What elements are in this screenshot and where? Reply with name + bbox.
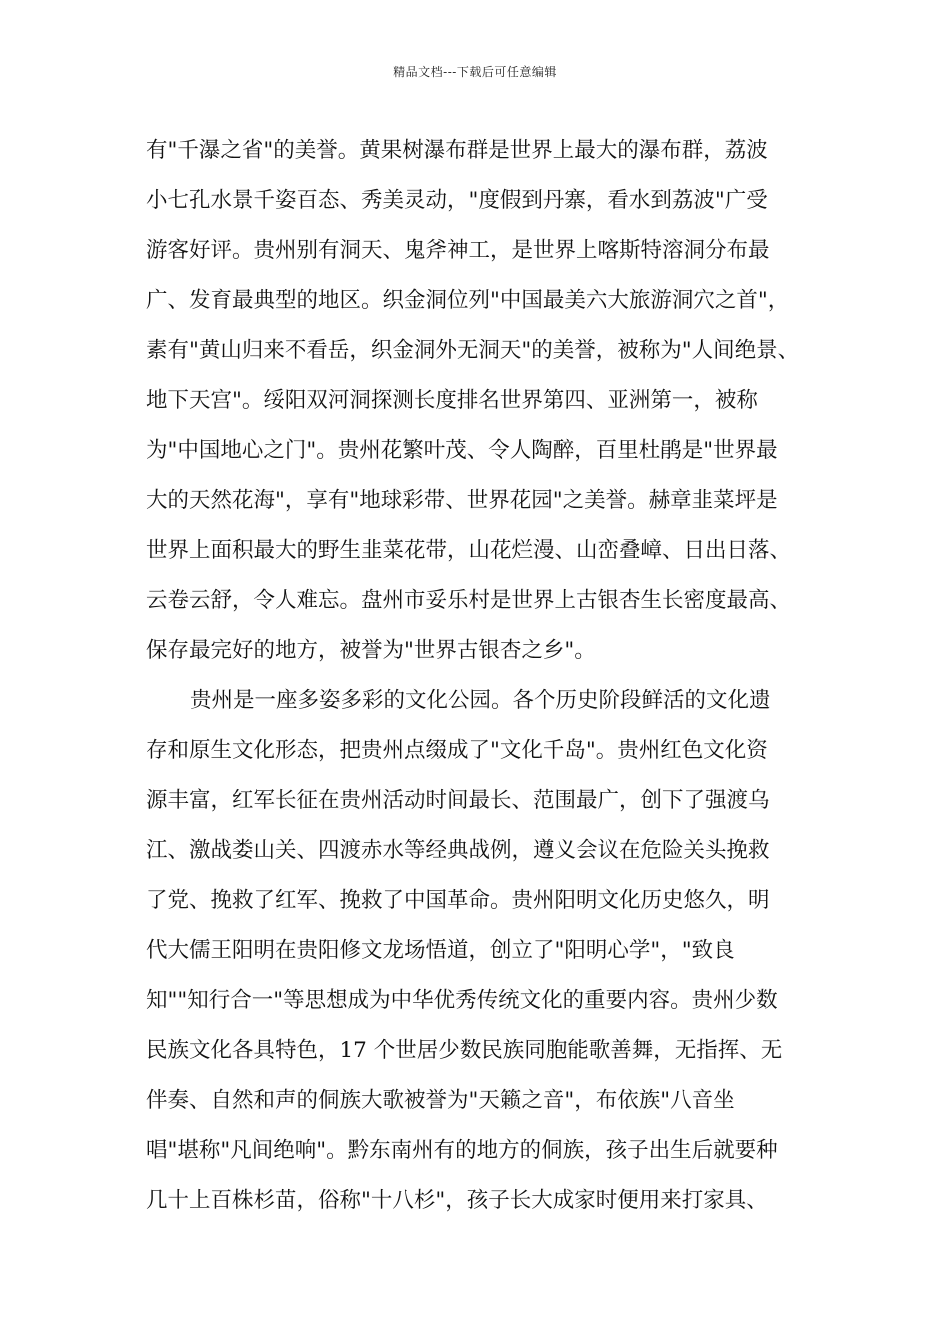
page-header: 精品文档---下载后可任意编辑	[393, 65, 557, 79]
text-line: 有"千瀑之省"的美誉。黄果树瀑布群是世界上最大的瀑布群，荔波	[146, 138, 768, 163]
text-line: 唱"堪称"凡间绝响"。黔东南州有的地方的侗族，孩子出生后就要种	[146, 1138, 778, 1163]
text-line: 江、激战娄山关、四渡赤水等经典战例，遵义会议在危险关头挽救	[146, 838, 770, 863]
text-line: 民族文化各具特色，17 个世居少数民族同胞能歌善舞，无指挥、无	[146, 1038, 783, 1063]
text-line: 了党、挽救了红军、挽救了中国革命。贵州阳明文化历史悠久，明	[146, 888, 770, 913]
text-line: 知""知行合一"等思想成为中华优秀传统文化的重要内容。贵州少数	[146, 988, 778, 1013]
text-line: 保存最完好的地方，被誉为"世界古银杏之乡"。	[146, 638, 596, 663]
text-line: 伴奏、自然和声的侗族大歌被誉为"天籁之音"，布依族"八音坐	[146, 1088, 735, 1113]
text-line: 素有"黄山归来不看岳，织金洞外无洞天"的美誉，被称为"人间绝景、	[146, 338, 800, 363]
text-line: 地下天宫"。绥阳双河洞探测长度排名世界第四、亚洲第一，被称	[146, 388, 758, 413]
text-line: 代大儒王阳明在贵阳修文龙场悟道，创立了"阳明心学"，"致良	[146, 938, 735, 963]
text-line: 小七孔水景千姿百态、秀美灵动，"度假到丹寨，看水到荔波"广受	[146, 188, 768, 213]
paragraph-first-line: 贵州是一座多姿多彩的文化公园。各个历史阶段鲜活的文化遗	[190, 688, 771, 713]
text-line: 世界上面积最大的野生韭菜花带，山花烂漫、山峦叠嶂、日出日落、	[146, 538, 792, 563]
text-line: 源丰富，红军长征在贵州活动时间最长、范围最广，创下了强渡乌	[146, 788, 770, 813]
text-line: 几十上百株杉苗，俗称"十八杉"，孩子长大成家时便用来打家具、	[146, 1188, 768, 1213]
text-line: 存和原生文化形态，把贵州点缀成了"文化千岛"。贵州红色文化资	[146, 738, 768, 763]
text-line: 为"中国地心之门"。贵州花繁叶茂、令人陶醉，百里杜鹃是"世界最	[146, 438, 778, 463]
text-line: 大的天然花海"，享有"地球彩带、世界花园"之美誉。赫章韭菜坪是	[146, 488, 778, 513]
text-line: 游客好评。贵州别有洞天、鬼斧神工，是世界上喀斯特溶洞分布最	[146, 238, 770, 263]
text-line: 云卷云舒，令人难忘。盘州市妥乐村是世界上古银杏生长密度最高、	[146, 588, 792, 613]
text-line: 广、发育最典型的地区。织金洞位列"中国最美六大旅游洞穴之首"，	[146, 288, 790, 313]
